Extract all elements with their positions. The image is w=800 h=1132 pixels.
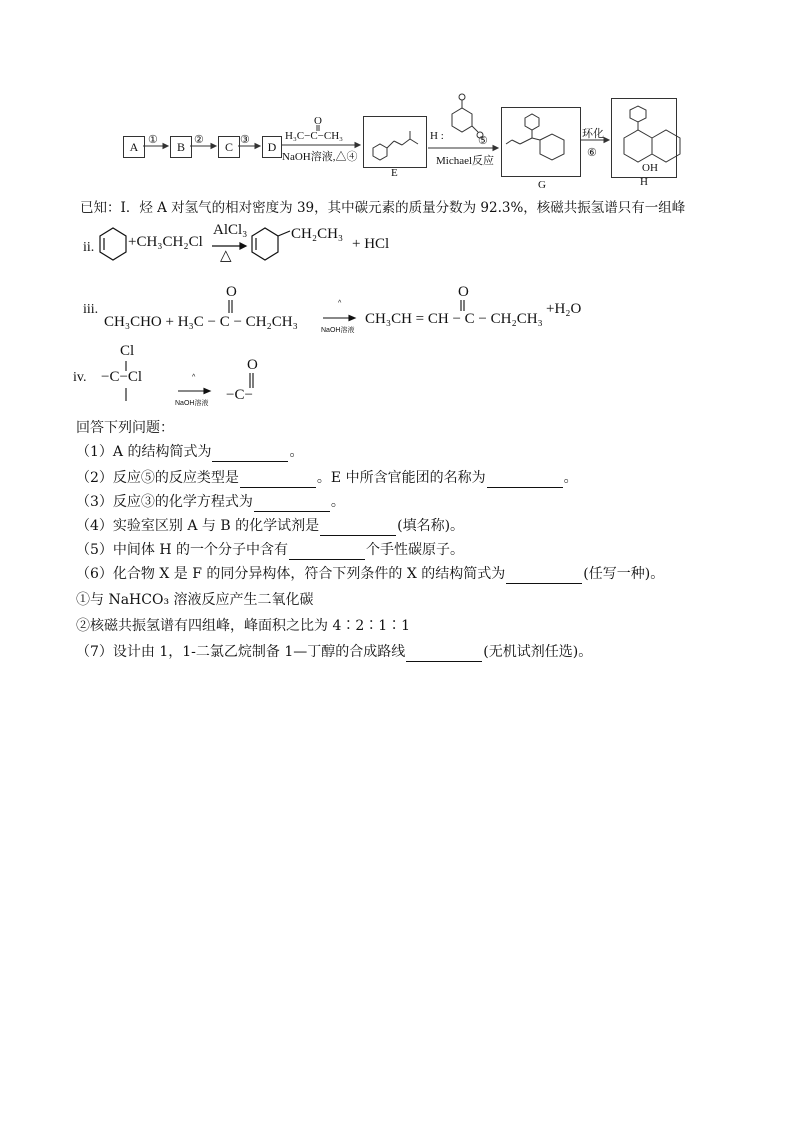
given-iv-middle: −C−Cl xyxy=(101,369,143,385)
compound-e-label: E xyxy=(391,167,398,179)
reagent-conditions: NaOH溶液,△④ xyxy=(282,151,358,163)
question-1-end: 。 xyxy=(289,444,304,460)
compound-h-oh: OH xyxy=(642,162,658,174)
answer-blank-4[interactable] xyxy=(320,521,396,536)
given-iii-cond-bottom: NaOH溶液 xyxy=(321,327,355,334)
reagent-acetone: H₃C−C−CH₃ xyxy=(285,130,343,142)
answer-blank-2a[interactable] xyxy=(240,473,316,488)
question-2-end: 。 xyxy=(563,470,578,486)
iv-arrowhead xyxy=(204,389,210,394)
question-5 xyxy=(76,540,464,560)
step-5-label: ⑤ xyxy=(478,135,488,147)
compound-d-label: D xyxy=(267,139,277,154)
compound-b-label: B xyxy=(176,139,185,154)
given-ii-reagent: +CH₃CH₂Cl xyxy=(128,234,203,250)
given-iv-product: −C− xyxy=(226,387,253,403)
question-1-text: （1）A 的结构简式为 xyxy=(76,444,212,460)
step-3-label: ③ xyxy=(240,134,250,146)
question-1 xyxy=(76,442,303,462)
condition-1: ①与 NaHCO₃ 溶液反应产生二氧化碳 xyxy=(76,592,314,608)
given-iv-o: O xyxy=(247,357,258,373)
reagent-h-label: H : xyxy=(430,130,444,142)
given-iv-label: iv. xyxy=(73,370,87,385)
question-6 xyxy=(76,564,664,584)
question-5-end: 个手性碳原子。 xyxy=(366,542,465,558)
question-6-end: (任写一种)。 xyxy=(583,566,665,582)
michael-label: Michael反应 xyxy=(436,155,495,167)
step-1-label: ① xyxy=(148,134,158,146)
given-ii-hcl: + HCl xyxy=(352,236,390,252)
given-iii-product: CH₃CH = CH − C − CH₂CH₃ xyxy=(365,311,543,327)
question-7 xyxy=(76,642,592,662)
given-iii-o1: O xyxy=(226,284,237,300)
answer-blank-7[interactable] xyxy=(406,647,482,662)
questions-header: 回答下列问题： xyxy=(76,420,174,436)
reagent-o: O xyxy=(314,115,322,127)
question-5-text: （5）中间体 H 的一个分子中含有 xyxy=(76,542,289,558)
given-iv-bonds xyxy=(0,0,800,450)
answer-blank-5[interactable] xyxy=(289,545,365,560)
question-4-end: (填名称)。 xyxy=(397,518,465,534)
given-ii-catalyst: AlCl₃ xyxy=(213,222,248,238)
answer-blank-3[interactable] xyxy=(254,497,330,512)
step-6-label: ⑥ xyxy=(587,147,597,159)
given-iii-cond-top: ^ xyxy=(338,300,342,307)
question-2 xyxy=(76,468,578,488)
given-iii-water: +H₂O xyxy=(546,301,582,317)
question-7-text: （7）设计由 1，1-二氯乙烷制备 1—丁醇的合成路线 xyxy=(76,644,406,660)
given-intro: 已知：I．烃 A 对氢气的相对密度为 39，其中碳元素的质量分数为 92.3%，核磁共振氢谱只有一组峰 xyxy=(80,200,686,216)
question-6-text: （6）化合物 X 是 F 的同分异构体，符合下列条件的 X 的结构简式为 xyxy=(76,566,506,582)
compound-a-label: A xyxy=(129,139,139,154)
given-iii-o2: O xyxy=(458,284,469,300)
given-iv-cond-bottom: NaOH溶液 xyxy=(175,400,209,407)
answer-blank-2b[interactable] xyxy=(487,473,563,488)
question-3 xyxy=(76,492,345,512)
given-iv-cond-top: ^ xyxy=(192,374,196,381)
question-4-text: （4）实验室区别 A 与 B 的化学试剂是 xyxy=(76,518,320,534)
step-2-label: ② xyxy=(194,134,204,146)
question-2-text: （2）反应⑤的反应类型是 xyxy=(76,470,239,486)
answer-blank-6[interactable] xyxy=(506,569,582,584)
given-ii-heat: △ xyxy=(220,248,232,264)
question-3-text: （3）反应③的化学方程式为 xyxy=(76,494,253,510)
question-7-end: (无机试剂任选)。 xyxy=(483,644,593,660)
question-3-end: 。 xyxy=(330,494,345,510)
compound-c-label: C xyxy=(224,139,233,154)
compound-g-label: G xyxy=(538,179,546,191)
condition-2: ②核磁共振氢谱有四组峰，峰面积之比为 4∶2∶1∶1 xyxy=(76,618,411,634)
answer-blank-1[interactable] xyxy=(212,447,288,462)
given-iv-cl-top: Cl xyxy=(120,343,135,359)
given-iii-reactants: CH₃CHO + H₃C − C − CH₂CH₃ xyxy=(104,314,298,330)
compound-h-label: H xyxy=(640,176,648,188)
given-ii-product: CH₂CH₃ xyxy=(291,226,344,242)
question-4 xyxy=(76,516,464,536)
given-iii-label: iii. xyxy=(83,302,99,317)
cyclize-label: 环化 xyxy=(582,128,604,140)
given-ii-label: ii. xyxy=(83,240,95,255)
question-2-mid: 。E 中所含官能团的名称为 xyxy=(316,470,486,486)
